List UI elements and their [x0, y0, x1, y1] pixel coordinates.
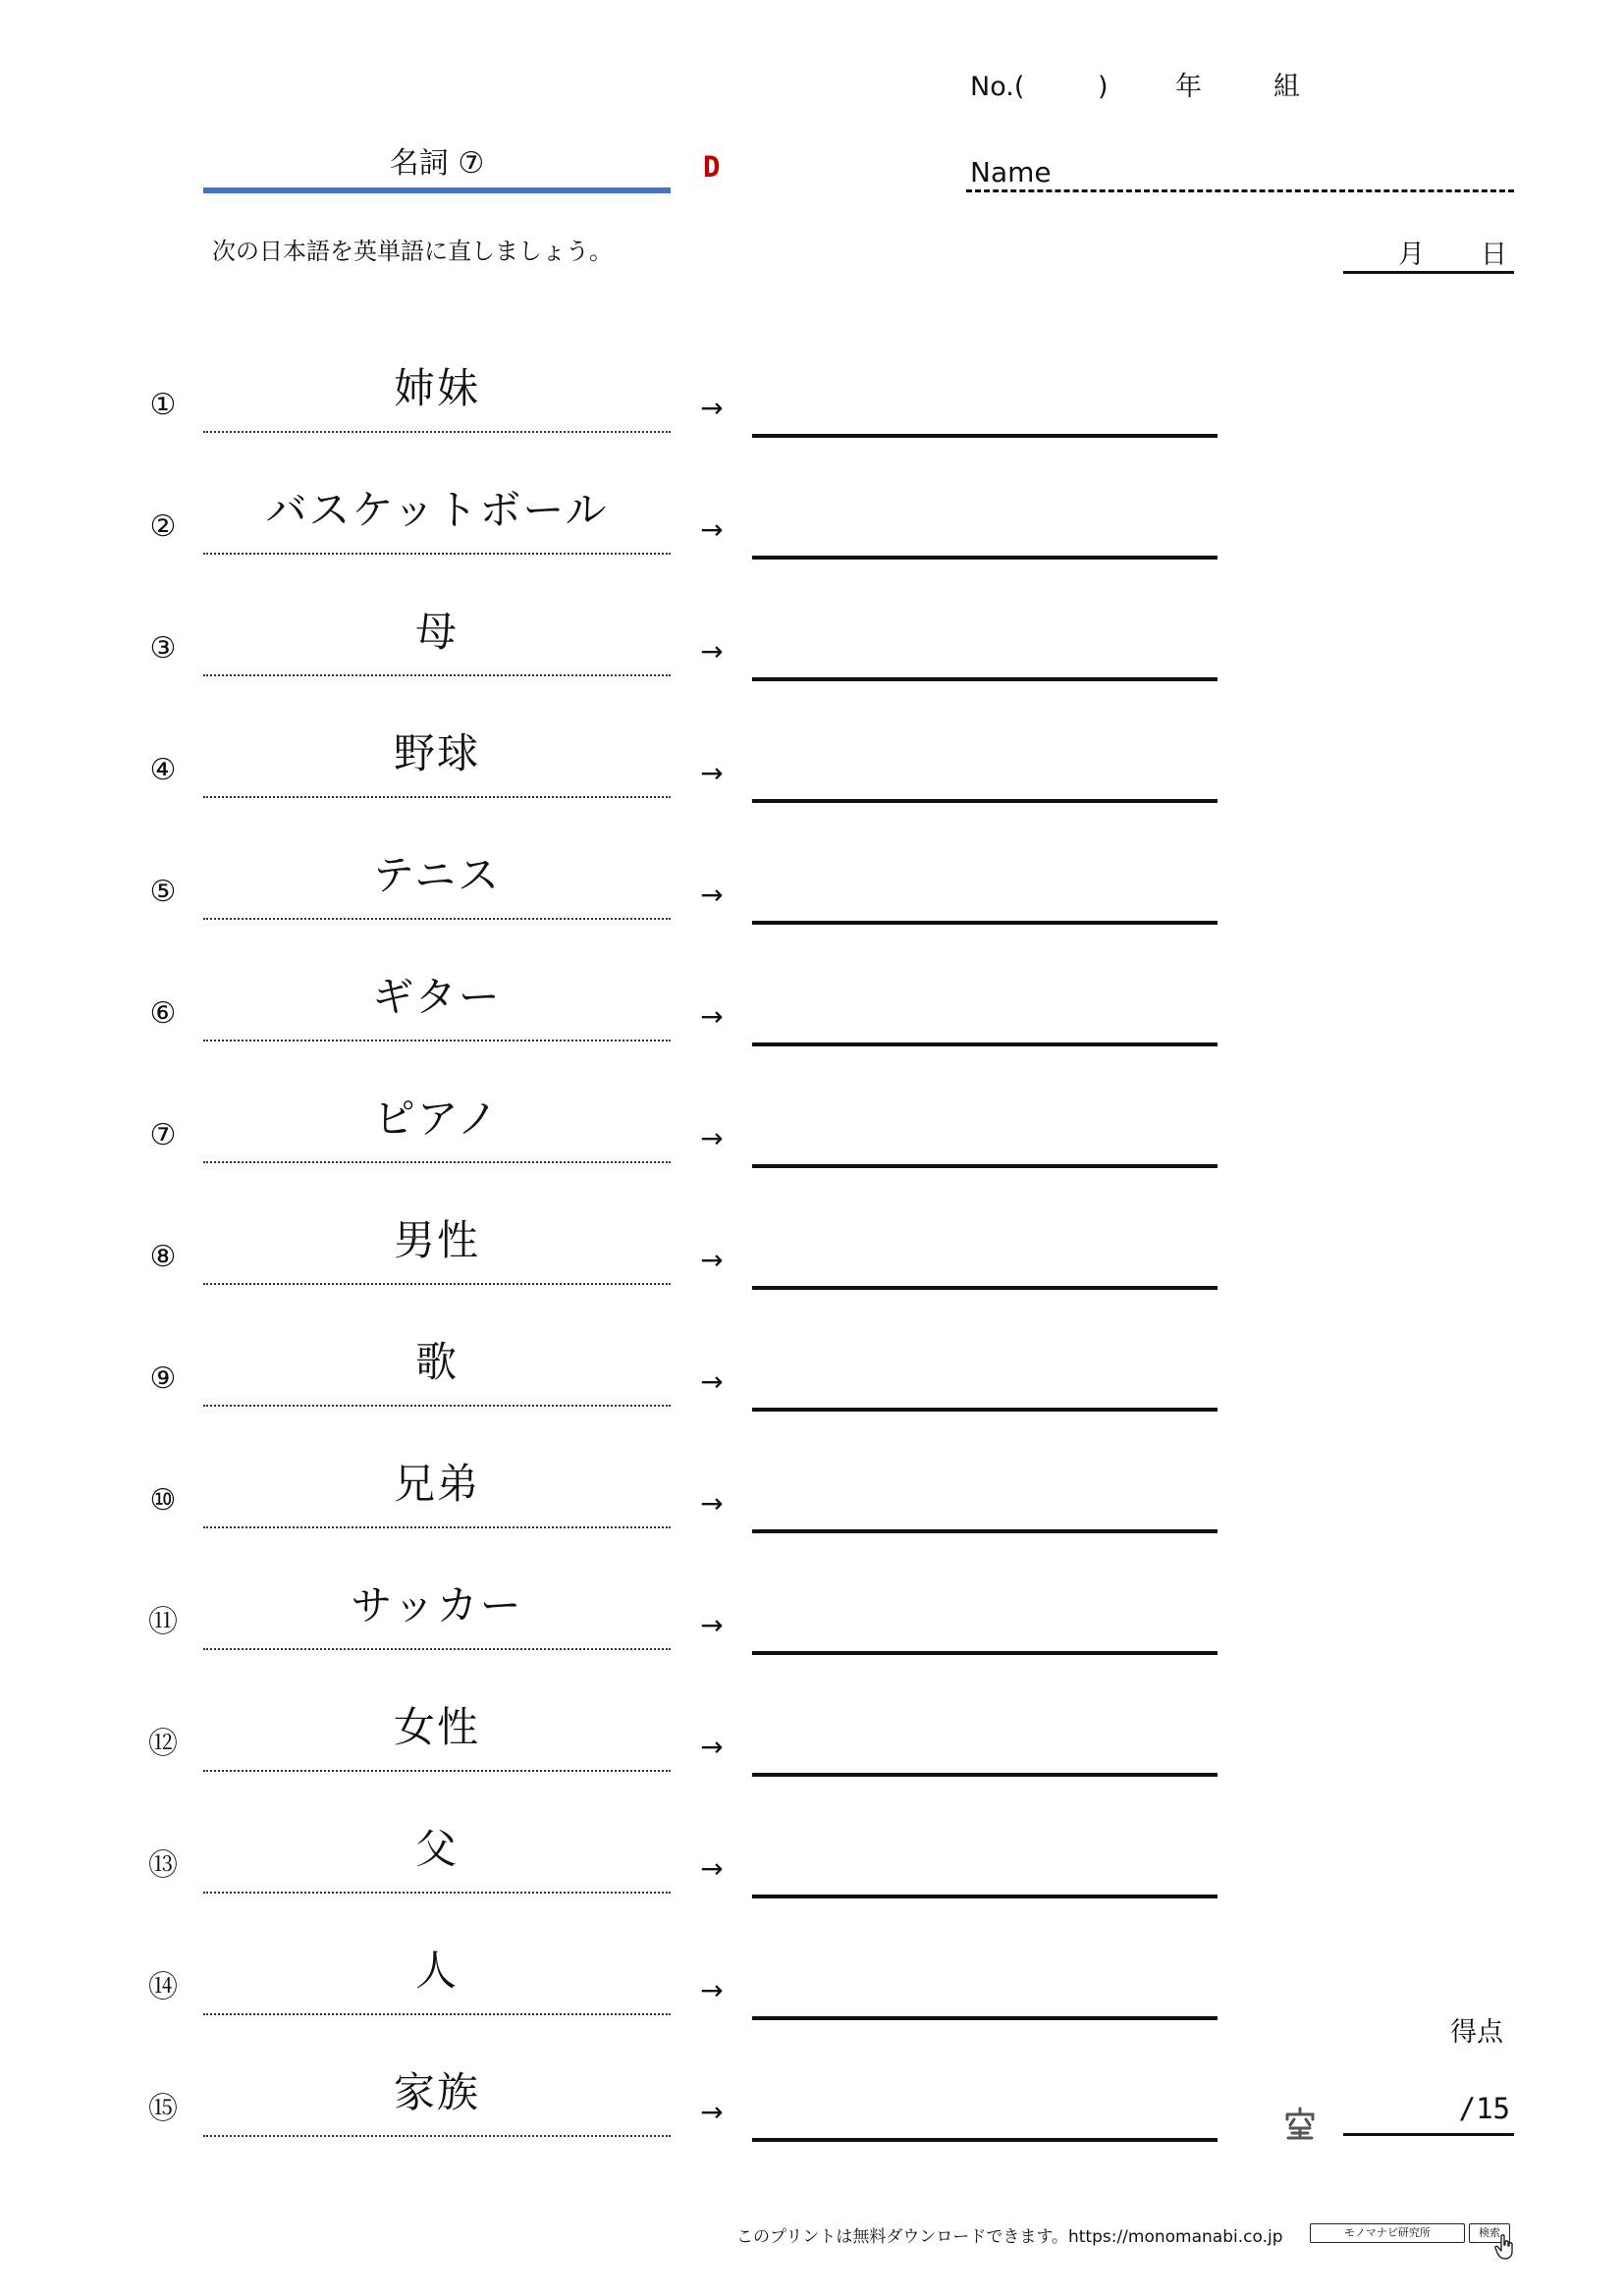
arrow-icon: → — [700, 1852, 724, 1885]
question-prompt: 父 — [414, 1825, 459, 1873]
score-value: /15 — [1458, 2092, 1510, 2125]
question-prompt: 野球 — [393, 729, 480, 777]
question-prompt: 歌 — [414, 1338, 459, 1386]
answer-field[interactable] — [752, 1529, 1218, 1533]
answer-field[interactable] — [752, 1651, 1218, 1655]
name-field[interactable] — [966, 189, 1514, 192]
question-number: ⑮ — [148, 2092, 178, 2126]
question-prompt: ピアノ — [373, 1095, 501, 1143]
question-number: ① — [149, 388, 177, 422]
question-prompt: ギター — [372, 973, 502, 1021]
student-number-label: No.( — [970, 72, 1025, 102]
question-number: ⑪ — [148, 1605, 178, 1639]
arrow-icon: → — [700, 1731, 724, 1763]
answer-field[interactable] — [752, 1408, 1218, 1412]
prompt-underline — [203, 1770, 671, 1772]
question-prompt: 人 — [414, 1947, 459, 1995]
question-prompt: 兄弟 — [393, 1460, 480, 1508]
prompt-underline — [203, 1283, 671, 1285]
research-stamp-icon — [1282, 2106, 1318, 2141]
answer-field[interactable] — [752, 1286, 1218, 1290]
search-box[interactable]: モノマナビ研究所 — [1310, 2223, 1465, 2243]
prompt-underline — [203, 918, 671, 920]
prompt-underline — [203, 553, 671, 555]
question-prompt: 姉妹 — [393, 364, 480, 412]
date-field[interactable] — [1343, 271, 1514, 274]
prompt-underline — [203, 674, 671, 676]
title-underline — [203, 187, 671, 193]
student-number-close: ) — [1098, 72, 1109, 102]
arrow-icon: → — [700, 1365, 724, 1398]
prompt-underline — [203, 1161, 671, 1163]
answer-field[interactable] — [752, 677, 1218, 681]
answer-field[interactable] — [752, 921, 1218, 925]
arrow-icon: → — [700, 1122, 724, 1154]
question-number: ② — [149, 509, 177, 544]
arrow-icon: → — [700, 635, 724, 667]
question-prompt: 家族 — [393, 2068, 480, 2116]
prompt-underline — [203, 796, 671, 798]
answer-field[interactable] — [752, 799, 1218, 803]
arrow-icon: → — [700, 513, 724, 546]
answer-field[interactable] — [752, 1773, 1218, 1777]
question-number: ⑫ — [148, 1727, 178, 1761]
arrow-icon: → — [700, 2096, 724, 2128]
prompt-underline — [203, 1040, 671, 1041]
question-prompt: テニス — [372, 851, 502, 899]
level-badge: D — [703, 150, 721, 184]
answer-field[interactable] — [752, 1042, 1218, 1046]
question-prompt: 女性 — [393, 1703, 480, 1751]
search-button[interactable]: 検索 — [1469, 2223, 1510, 2243]
arrow-icon: → — [700, 392, 724, 424]
answer-field[interactable] — [752, 2138, 1218, 2142]
footer-text: このプリントは無料ダウンロードできます。https://monomanabi.co.jp — [736, 2227, 1283, 2247]
question-number: ⑨ — [149, 1362, 177, 1396]
question-number: ⑧ — [149, 1240, 177, 1274]
answer-field[interactable] — [752, 556, 1218, 560]
day-label: 日 — [1481, 240, 1507, 270]
prompt-underline — [203, 1892, 671, 1894]
question-number: ④ — [149, 753, 177, 787]
question-number: ③ — [149, 631, 177, 666]
answer-field[interactable] — [752, 1164, 1218, 1168]
score-field[interactable] — [1343, 2133, 1514, 2136]
arrow-icon: → — [700, 757, 724, 789]
name-label: Name — [970, 156, 1052, 188]
question-prompt: バスケットボール — [265, 486, 609, 534]
prompt-underline — [203, 1405, 671, 1407]
answer-field[interactable] — [752, 2016, 1218, 2020]
arrow-icon: → — [700, 1244, 724, 1276]
answer-field[interactable] — [752, 434, 1218, 438]
answer-field[interactable] — [752, 1895, 1218, 1898]
year-label: 年 — [1175, 72, 1202, 102]
arrow-icon: → — [700, 879, 724, 911]
question-prompt: サッカー — [351, 1581, 523, 1629]
question-number: ⑭ — [148, 1970, 178, 2004]
question-number: ⑦ — [149, 1118, 177, 1152]
instruction-text: 次の日本語を英単語に直しましょう。 — [212, 238, 613, 265]
worksheet-title: 名詞 ⑦ — [389, 146, 485, 181]
question-number: ⑥ — [149, 996, 177, 1031]
prompt-underline — [203, 2013, 671, 2015]
arrow-icon: → — [700, 1609, 724, 1641]
question-prompt: 母 — [414, 608, 459, 656]
month-label: 月 — [1398, 240, 1425, 270]
question-number: ⑩ — [149, 1483, 177, 1518]
hand-cursor-icon — [1494, 2234, 1516, 2260]
arrow-icon: → — [700, 1487, 724, 1520]
score-label: 得点 — [1450, 2017, 1503, 2048]
prompt-underline — [203, 1648, 671, 1650]
prompt-underline — [203, 1526, 671, 1528]
question-number: ⑤ — [149, 875, 177, 909]
class-label: 組 — [1273, 72, 1300, 102]
question-prompt: 男性 — [393, 1216, 480, 1264]
prompt-underline — [203, 431, 671, 433]
arrow-icon: → — [700, 1000, 724, 1033]
prompt-underline — [203, 2135, 671, 2137]
arrow-icon: → — [700, 1974, 724, 2006]
question-number: ⑬ — [148, 1848, 178, 1883]
